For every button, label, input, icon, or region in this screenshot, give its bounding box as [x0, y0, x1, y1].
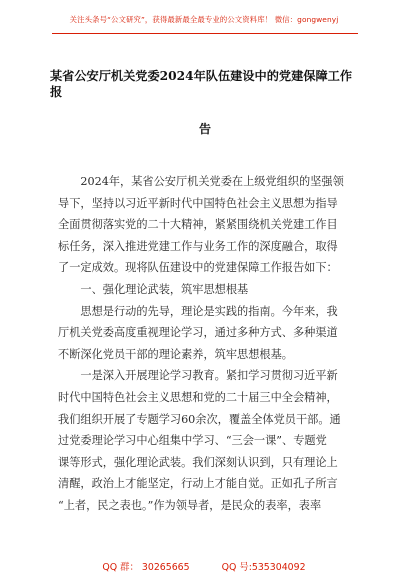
body-line: 课等形式，强化理论武装。我们深刻认识到，只有理论上: [58, 455, 338, 469]
body-line: 2024年，某省公安厅机关党委在上级党组织的坚强领: [58, 175, 344, 188]
header-banner: 关注头条号“公文研究”，获得最新最全最专业的公文资料库！ 微信：gongwenyj: [69, 15, 339, 24]
footer-contact: [0, 559, 408, 573]
body-line: 思想是行动的先导，理论是实践的指南。今年来，我: [58, 304, 338, 318]
body-line: “上者，民之表也。”作为领导者，是民众的表率，表率: [58, 498, 322, 512]
document-title-line1: 某省公安厅机关党委2024年队伍建设中的党建保障工作报: [50, 69, 353, 99]
body-line: 导下，坚持以习近平新时代中国特色社会主义思想为指导: [58, 196, 338, 210]
body-line: 厅机关党委高度重视理论学习，通过多种方式、多种渠道: [58, 326, 338, 340]
body-line: 一是深入开展理论学习教育。紧扣学习贯彻习近平新: [58, 369, 338, 383]
footer-qq-number: QQ 号:535304092: [221, 562, 306, 573]
document-title-line2: 告: [198, 122, 212, 136]
body-line: 时代中国特色社会主义思想和党的二十届三中全会精神，: [58, 390, 338, 404]
body-line: 标任务，深入推进党建工作与业务工作的深度融合，取得: [58, 239, 338, 253]
body-line: 清醒，政治上才能坚定，行动上才能自觉。正如孔子所言: [58, 477, 338, 491]
document-body: [58, 171, 358, 517]
body-line: 全面贯彻落实党的二十大精神，紧紧围绕机关党建工作目: [58, 218, 338, 232]
header-divider: [52, 33, 358, 34]
footer-qq-group: QQ 群： 30265665: [102, 562, 190, 573]
section-heading: 一、强化理论武装，筑牢思想根基: [58, 282, 249, 296]
body-line: 了一定成效。现将队伍建设中的党建保障工作报告如下：: [58, 261, 338, 275]
body-line: 不断深化党员干部的理论素养，筑牢思想根基。: [58, 347, 293, 361]
body-line: 我们组织开展了专题学习60余次，覆盖全体党员干部。通: [58, 412, 341, 426]
body-line: 过党委理论学习中心组集中学习、“三会一课”、专题党: [58, 434, 327, 448]
